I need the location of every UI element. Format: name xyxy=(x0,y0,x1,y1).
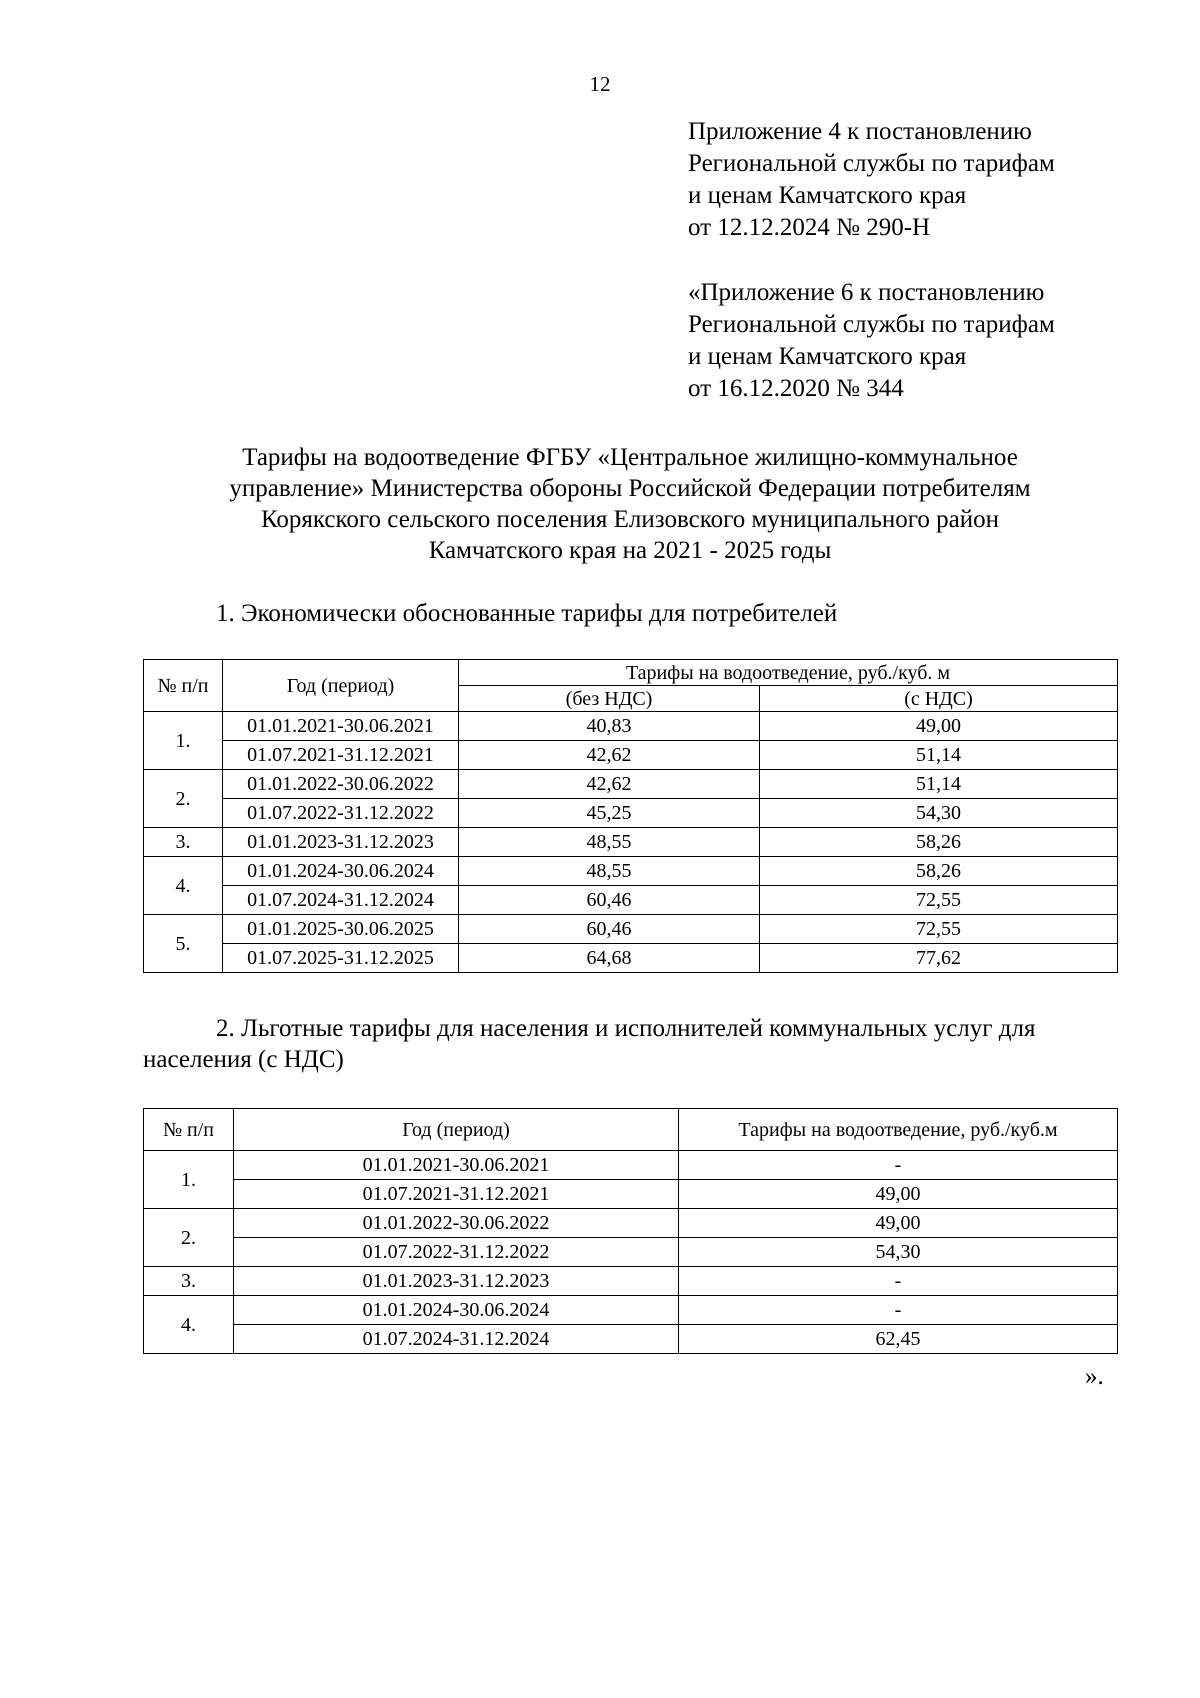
tariff-with-vat-cell: 72,55 xyxy=(760,915,1118,944)
period-cell: 01.01.2024-30.06.2024 xyxy=(223,857,459,886)
table-body xyxy=(144,1151,1118,1354)
section-2-heading-text: 2. Льготные тарифы для населения и исполнителей коммунальных услуг для населения (с НДС) xyxy=(143,1015,1036,1073)
tariff-no-vat-cell: 48,55 xyxy=(459,857,760,886)
header-no-vat: (без НДС) xyxy=(459,686,760,712)
tariff-with-vat-cell: 77,62 xyxy=(760,944,1118,973)
period-cell: 01.07.2021-31.12.2021 xyxy=(223,741,459,770)
period-cell: 01.07.2024-31.12.2024 xyxy=(223,886,459,915)
title-line: Камчатского края на 2021 - 2025 годы xyxy=(428,537,832,564)
table-row xyxy=(144,799,1118,828)
section-1-heading: 1. Экономически обоснованные тарифы для потребителей xyxy=(216,600,838,627)
approval-line: от 16.12.2020 № 344 xyxy=(688,375,904,402)
table-row xyxy=(144,741,1118,770)
section-2-heading xyxy=(143,1013,1117,1075)
document-title xyxy=(143,442,1117,566)
header-tariff: Тарифы на водоотведение, руб./куб.м xyxy=(679,1109,1118,1151)
row-number: 2. xyxy=(144,770,223,828)
tariff-cell: 62,45 xyxy=(679,1325,1118,1354)
approval-line: «Приложение 6 к постановлению xyxy=(688,279,1045,306)
tariff-no-vat-cell: 48,55 xyxy=(459,828,760,857)
tariff-no-vat-cell: 40,83 xyxy=(459,712,760,741)
approval-line: Региональной службы по тарифам xyxy=(688,150,1055,177)
header-with-vat: (с НДС) xyxy=(760,686,1118,712)
tariff-no-vat-cell: 60,46 xyxy=(459,886,760,915)
tariff-with-vat-cell: 58,26 xyxy=(760,857,1118,886)
period-cell: 01.01.2023-31.12.2023 xyxy=(223,828,459,857)
closing-quote: ». xyxy=(1085,1363,1104,1390)
page-number: 12 xyxy=(589,72,611,96)
tariff-no-vat-cell: 42,62 xyxy=(459,741,760,770)
table-row xyxy=(144,770,1118,799)
title-line: управление» Министерства обороны Российской Федерации потребителям xyxy=(229,475,1031,502)
table-row xyxy=(144,1296,1118,1325)
tariff-with-vat-cell: 54,30 xyxy=(760,799,1118,828)
period-cell: 01.01.2021-30.06.2021 xyxy=(223,712,459,741)
tariff-no-vat-cell: 45,25 xyxy=(459,799,760,828)
tariff-with-vat-cell: 51,14 xyxy=(760,741,1118,770)
tariff-no-vat-cell: 60,46 xyxy=(459,915,760,944)
period-cell: 01.01.2024-30.06.2024 xyxy=(234,1296,679,1325)
table-row xyxy=(144,1180,1118,1209)
tariff-cell: 49,00 xyxy=(679,1209,1118,1238)
period-cell: 01.07.2021-31.12.2021 xyxy=(234,1180,679,1209)
approval-line: от 12.12.2024 № 290-Н xyxy=(688,214,931,241)
row-number: 1. xyxy=(144,1151,234,1209)
period-cell: 01.07.2025-31.12.2025 xyxy=(223,944,459,973)
period-cell: 01.01.2023-31.12.2023 xyxy=(234,1267,679,1296)
table-row xyxy=(144,712,1118,741)
header-period: Год (период) xyxy=(223,660,459,712)
approval-block-original xyxy=(688,277,1055,405)
tariff-with-vat-cell: 58,26 xyxy=(760,828,1118,857)
row-number: 4. xyxy=(144,857,223,915)
table-row xyxy=(144,1238,1118,1267)
tariff-with-vat-cell: 51,14 xyxy=(760,770,1118,799)
table-body xyxy=(144,712,1118,973)
tariff-no-vat-cell: 64,68 xyxy=(459,944,760,973)
header-num: № п/п xyxy=(144,660,223,712)
row-number: 1. xyxy=(144,712,223,770)
row-number: 5. xyxy=(144,915,223,973)
period-cell: 01.01.2022-30.06.2022 xyxy=(234,1209,679,1238)
period-cell: 01.07.2024-31.12.2024 xyxy=(234,1325,679,1354)
tariff-with-vat-cell: 49,00 xyxy=(760,712,1118,741)
table-row xyxy=(144,944,1118,973)
table-row xyxy=(144,1325,1118,1354)
table-row xyxy=(144,1267,1118,1296)
table-row xyxy=(144,828,1118,857)
period-cell: 01.01.2025-30.06.2025 xyxy=(223,915,459,944)
approval-line: и ценам Камчатского края xyxy=(688,343,967,370)
approval-line: и ценам Камчатского края xyxy=(688,182,967,209)
tariff-cell: 54,30 xyxy=(679,1238,1118,1267)
period-cell: 01.07.2022-31.12.2022 xyxy=(223,799,459,828)
table-row xyxy=(144,886,1118,915)
row-number: 3. xyxy=(144,1267,234,1296)
approval-block-current xyxy=(688,116,1055,244)
table-row xyxy=(144,1209,1118,1238)
approval-line: Региональной службы по тарифам xyxy=(688,311,1055,338)
tariff-cell: - xyxy=(679,1267,1118,1296)
approval-line: Приложение 4 к постановлению xyxy=(688,118,1032,145)
period-cell: 01.07.2022-31.12.2022 xyxy=(234,1238,679,1267)
period-cell: 01.01.2022-30.06.2022 xyxy=(223,770,459,799)
header-tariff: Тарифы на водоотведение, руб./куб. м xyxy=(459,660,1118,686)
tariff-cell: - xyxy=(679,1296,1118,1325)
row-number: 2. xyxy=(144,1209,234,1267)
row-number: 4. xyxy=(144,1296,234,1354)
tariff-no-vat-cell: 42,62 xyxy=(459,770,760,799)
tariff-with-vat-cell: 72,55 xyxy=(760,886,1118,915)
table-row xyxy=(144,857,1118,886)
header-period: Год (период) xyxy=(234,1109,679,1151)
table-row xyxy=(144,915,1118,944)
preferential-tariffs-table xyxy=(143,1108,1118,1354)
period-cell: 01.01.2021-30.06.2021 xyxy=(234,1151,679,1180)
economic-tariffs-table xyxy=(143,659,1118,973)
tariff-cell: 49,00 xyxy=(679,1180,1118,1209)
header-num: № п/п xyxy=(144,1109,234,1151)
table-row xyxy=(144,1151,1118,1180)
title-line: Корякского сельского поселения Елизовского муниципального район xyxy=(260,506,999,533)
tariff-cell: - xyxy=(679,1151,1118,1180)
title-line: Тарифы на водоотведение ФГБУ «Центральное жилищно-коммунальное xyxy=(242,444,1018,471)
row-number: 3. xyxy=(144,828,223,857)
